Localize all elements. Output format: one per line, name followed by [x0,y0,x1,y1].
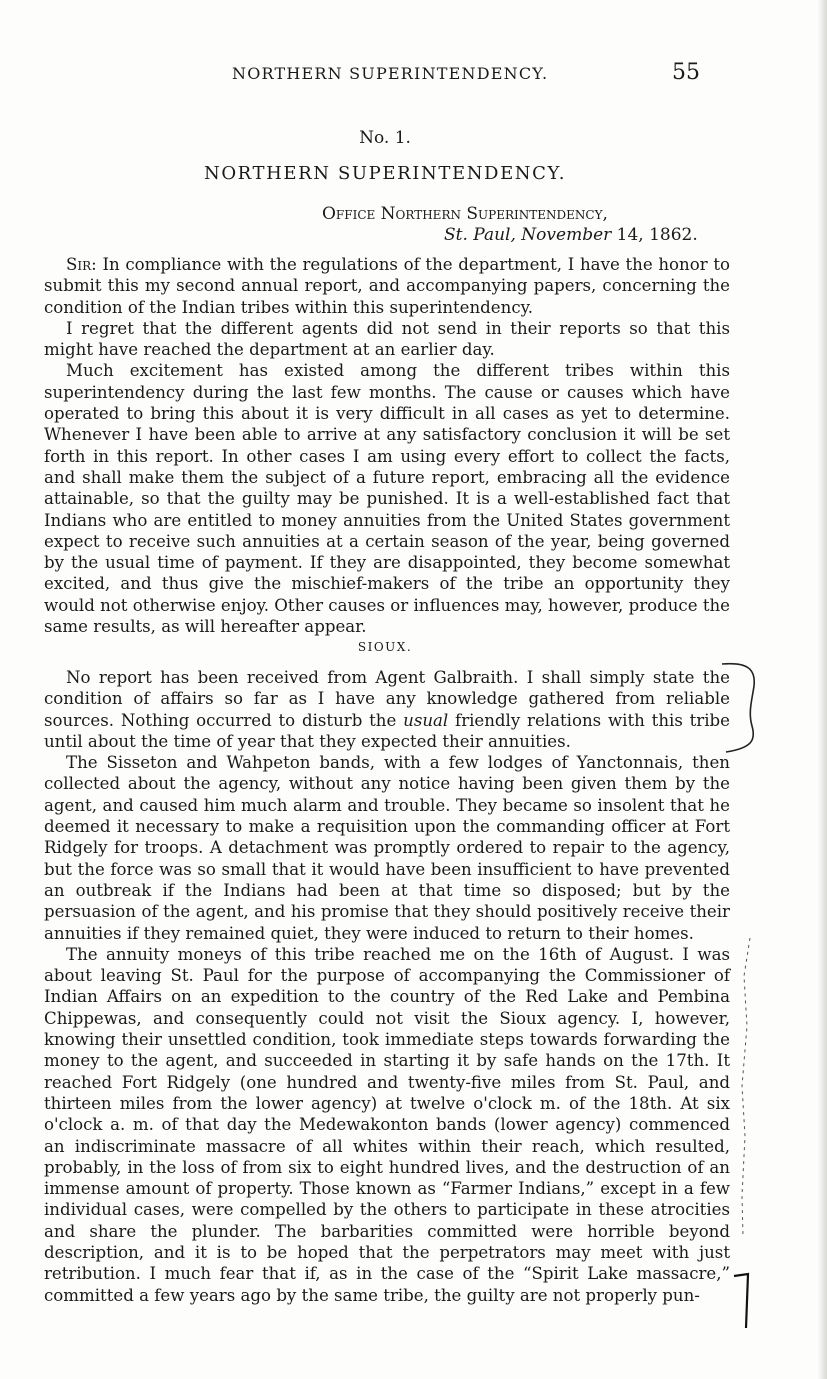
paragraph-4 [44,667,730,752]
dateline [444,225,698,245]
page-number: 55 [672,60,700,85]
paragraph-4-italic: usual [403,710,449,730]
page-edge-shadow [817,0,827,1379]
office-line: Office Northern Superintendency, [322,204,608,224]
report-intro [44,254,730,637]
paragraph-4-after: friendly relations with this tribe until about the time of year that they expected their annuities. [44,710,730,751]
section-heading-sioux: SIOUX. [357,640,413,654]
paragraph-6: The annuity moneys of this tribe reached me on the 16th of August. I was about leaving St. Paul for the purpose of accompanying the Commissioner of Indian Affairs on an expedition to the country of the Red Lake and Pembina Chippewas, and consequently could not visit the Sioux agency. I, however, knowing their unsettled condition, took immediate steps towards forwarding the money to the agent, and succeeded in starting it by safe hands on the 17th. It reached Fort Ridgely (one hundred and twenty-five miles from St. Paul, and thirteen miles from the lower agency) at twelve o'clock m. of the 18th. At six o'clock a. m. of that day the Medewakonton bands (lower agency) commenced an indiscriminate massacre of all whites within their reach, which resulted, probably, in the loss of from six to eight hundred lives, and the destruction of an immense amount of property. Those known as “Farmer Indians,” except in a few individual cases, were compelled by the others to participate in these atrocities and share the plunder. The barbarities committed were horrible beyond description, and it is to be hoped that the perpetrators may meet with just retribution. I much fear that if, as in the case of the “Spirit Lake massacre,” committed a few years ago by the same tribe, the guilty are not properly pun- [44,944,730,1305]
paragraph-5: The Sisseton and Wahpeton bands, with a few lodges of Yanctonnais, then collected about the agency, without any notice having been given them by the agent, and caused him much alarm and trouble. They became so insolent that he deemed it necessary to make a requisition upon the commanding officer at Fort Ridgely for troops. A detachment was promptly ordered to repair to the agency, but the force was so small that it would have been insufficient to have prevented an outbreak if the Indians had been at that time so disposed; but by the persuasion of the agent, and his promise that they should positively receive their annuities if they remained quiet, they were induced to return to their homes. [44,753,730,943]
dateline-place: St. Paul, [444,225,516,245]
salutation: Sir: [66,255,97,274]
paragraph-1-text: In compliance with the regulations of the department, I have the honor to submit this my second annual report, and accompanying papers, concerning the condition of the Indian tribes within this superintendency. [44,255,730,317]
paragraph-2: I regret that the different agents did not send in their reports so that this might have reached the department at an earlier day. [44,318,730,360]
margin-line-mark [728,936,758,1331]
paragraph-3: Much excitement has existed among the different tribes within this superintendency during the last few months. The cause or causes which have operated to bring this about it is very difficult in all cases as yet to determine. Whenever I have been able to arrive at any satisfactory conclusion it will be set forth in this report. In other cases I am using every effort to collect the facts, and shall make them the subject of a future report, embracing all the evidence attainable, so that the guilty may be punished. It is a well-established fact that Indians who are entitled to money annuities from the United States government expect to receive such annuities at a certain season of the year, being governed by the usual time of payment. If they are disappointed, they become somewhat excited, and thus give the mischief-makers of the tribe an opportunity they would not otherwise enjoy. Other causes or influences may, however, produce the same results, as will hereafter appear. [44,361,730,637]
running-head: NORTHERN SUPERINTENDENCY. [232,64,549,83]
paragraph-4-before: No report has been received from Agent Galbraith. I shall simply state the condition of affairs so far as I have any knowledge gathered from reliable sources. Nothing occurred to disturb the [44,668,730,730]
document-title: NORTHERN SUPERINTENDENCY. [203,163,567,184]
dateline-day-year: 14, 1862. [616,225,698,245]
sioux-section [44,667,730,1306]
document-number: No. 1. [359,128,411,148]
paragraph-salutation [44,254,730,318]
dateline-month: November [521,225,612,245]
